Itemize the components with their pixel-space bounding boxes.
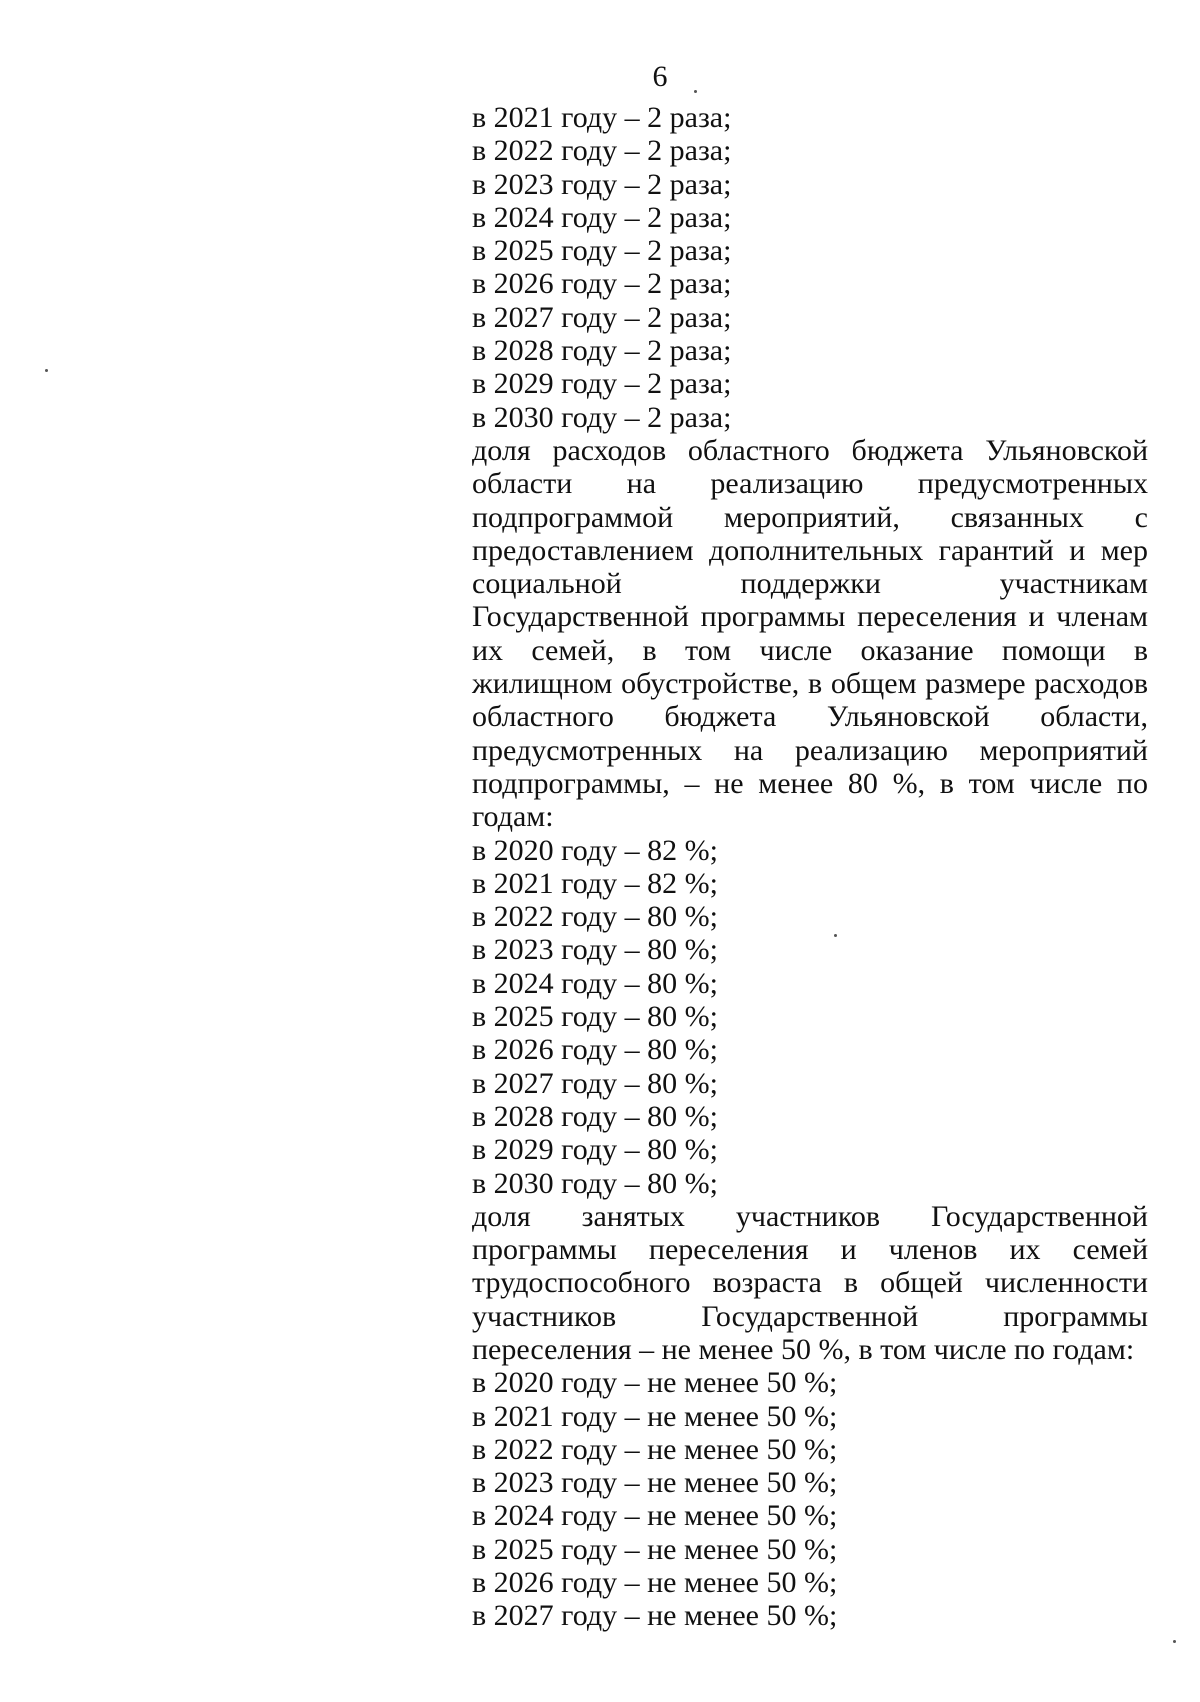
list-item: в 2027 году – 80 %; <box>472 1066 718 1100</box>
page-number: 6 <box>652 60 668 93</box>
list-employment-share-by-year <box>472 1366 1148 1632</box>
scan-speck <box>45 369 48 372</box>
list-item: в 2028 году – 80 %; <box>472 1099 718 1133</box>
list-item: в 2025 году – 80 %; <box>472 1000 718 1034</box>
list-item: в 2022 году – 2 раза; <box>472 134 732 168</box>
list-item: в 2021 году – не менее 50 %; <box>472 1399 838 1433</box>
list-item: в 2021 году – 82 %; <box>472 866 718 900</box>
list-item: в 2020 году – 82 %; <box>472 833 718 867</box>
document-body <box>472 101 1148 1633</box>
scan-speck <box>834 934 837 937</box>
list-item: в 2029 году – 80 %; <box>472 1133 718 1167</box>
list-item: в 2025 году – не менее 50 %; <box>472 1532 838 1566</box>
list-item: в 2027 году – 2 раза; <box>472 300 732 334</box>
list-item: в 2022 году – не менее 50 %; <box>472 1432 838 1466</box>
list-item: в 2026 году – 2 раза; <box>472 267 732 301</box>
scan-speck <box>1173 1640 1176 1643</box>
paragraph-employment-share: доля занятых участников Государственной программы переселения и членов их семей трудоспособного возраста в общей численности участников Государственной программы переселения – не менее 50 %, в том числе по годам: <box>472 1199 1148 1366</box>
list-item: в 2023 году – не менее 50 %; <box>472 1466 838 1500</box>
list-item: в 2030 году – 80 %; <box>472 1166 718 1200</box>
list-item: в 2023 году – 80 %; <box>472 933 718 967</box>
scan-speck <box>694 90 697 93</box>
list-item: в 2025 году – 2 раза; <box>472 234 732 268</box>
list-item: в 2027 году – не менее 50 %; <box>472 1599 838 1633</box>
list-item: в 2029 году – 2 раза; <box>472 367 732 401</box>
list-item: в 2023 году – 2 раза; <box>472 167 732 201</box>
list-item: в 2021 году – 2 раза; <box>472 101 732 134</box>
list-item: в 2022 году – 80 %; <box>472 900 718 934</box>
list-item: в 2026 году – 80 %; <box>472 1033 718 1067</box>
list-item: в 2026 году – не менее 50 %; <box>472 1566 838 1600</box>
list-item: в 2028 году – 2 раза; <box>472 334 732 368</box>
list-budget-share-by-year <box>472 834 1148 1200</box>
list-item: в 2024 году – 80 %; <box>472 966 718 1000</box>
list-item: в 2024 году – 2 раза; <box>472 200 732 234</box>
list-item: в 2030 году – 2 раза; <box>472 400 732 434</box>
paragraph-budget-share: доля расходов областного бюджета Ульяновской области на реализацию предусмотренных подпрограммой мероприятий, связанных с предоставлением дополнительных гарантий и мер социальной поддержки участникам Государственной программы переселения и членам их семей, в том числе оказание помощи в жилищном обустройстве, в общем размере расходов областного бюджета Ульяновской области, предусмотренных на реализацию мероприятий подпрограммы, – не менее 80 %, в том числе по годам: <box>472 433 1148 834</box>
list-item: в 2020 году – не менее 50 %; <box>472 1366 838 1400</box>
list-visits-per-year <box>472 101 1148 434</box>
list-item: в 2024 году – не менее 50 %; <box>472 1499 838 1533</box>
